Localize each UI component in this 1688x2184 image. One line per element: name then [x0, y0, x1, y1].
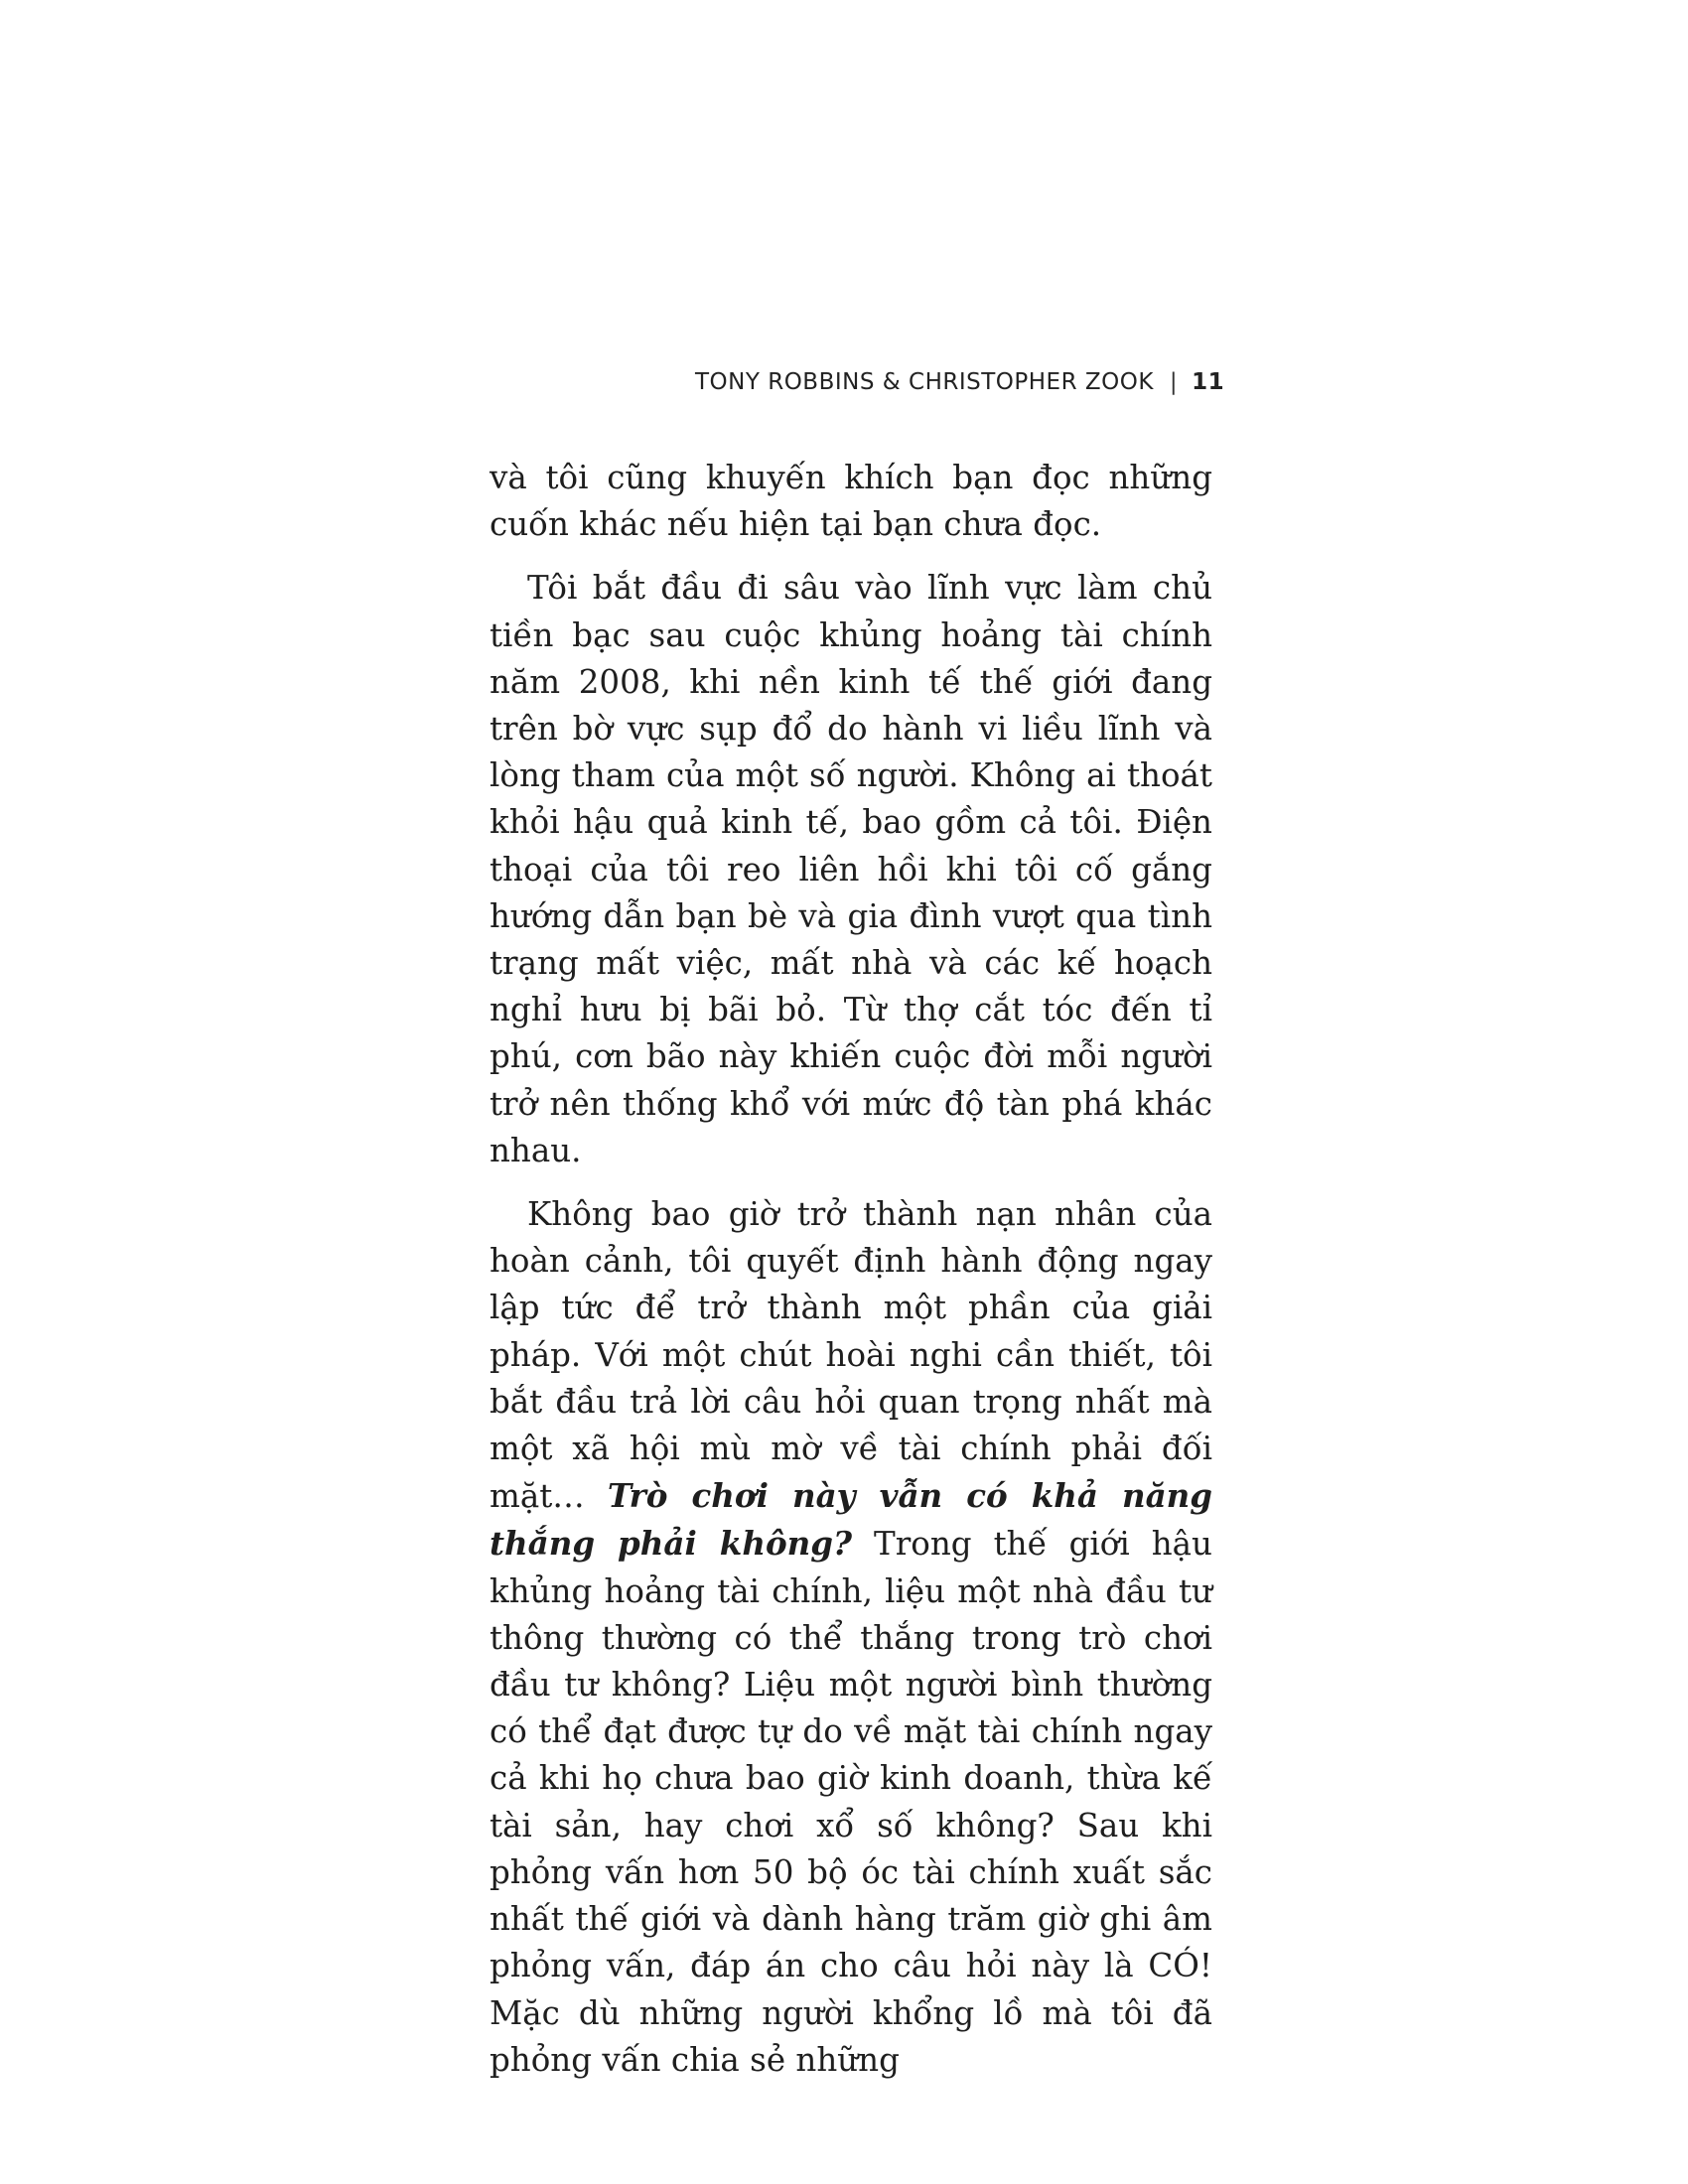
body-text	[490, 455, 1212, 2084]
paragraph-3-emphasis: Trò chơi này vẫn có khả năng thắng phải không?	[490, 1476, 1212, 1564]
paragraph-3-before: Không bao giờ trở thành nạn nhân của hoàn cảnh, tôi quyết định hành động ngay lập tức để trở thành một phần của giải pháp. Với một chút hoài nghi cần thiết, tôi bắt đầu trả lời câu hỏi quan trọng nhất mà một xã hội mù mờ về tài chính phải đối mặt…	[490, 1195, 1212, 1516]
paragraph-1: và tôi cũng khuyến khích bạn đọc những cuốn khác nếu hiện tại bạn chưa đọc.	[490, 459, 1212, 544]
paragraph-3	[490, 1191, 1212, 2084]
paragraph-3-after: Trong thế giới hậu khủng hoảng tài chính, liệu một nhà đầu tư thông thường có thể thắng trong trò chơi đầu tư không? Liệu một người bình thường có thể đạt được tự do về mặt tài chính ngay cả khi họ chưa bao giờ kinh doanh, thừa kế tài sản, hay chơi xổ số không? Sau khi phỏng vấn hơn 50 bộ óc tài chính xuất sắc nhất thế giới và dành hàng trăm giờ ghi âm phỏng vấn, đáp án cho câu hỏi này là CÓ! Mặc dù những người khổng lồ mà tôi đã phỏng vấn chia sẻ những	[490, 1525, 1212, 2079]
running-header	[695, 369, 1225, 395]
paragraph-2: Tôi bắt đầu đi sâu vào lĩnh vực làm chủ tiền bạc sau cuộc khủng hoảng tài chính năm 2008, khi nền kinh tế thế giới đang trên bờ vực sụp đổ do hành vi liều lĩnh và lòng tham của một số người. Không ai thoát khỏi hậu quả kinh tế, bao gồm cả tôi. Điện thoại của tôi reo liên hồi khi tôi cố gắng hướng dẫn bạn bè và gia đình vượt qua tình trạng mất việc, mất nhà và các kế hoạch nghỉ hưu bị bãi bỏ. Từ thợ cắt tóc đến tỉ phú, cơn bão này khiến cuộc đời mỗi người trở nên thống khổ với mức độ tàn phá khác nhau.	[490, 569, 1212, 1169]
header-separator: |	[1169, 369, 1179, 395]
header-authors: TONY ROBBINS & CHRISTOPHER ZOOK	[695, 369, 1154, 395]
page-number: 11	[1192, 369, 1225, 395]
